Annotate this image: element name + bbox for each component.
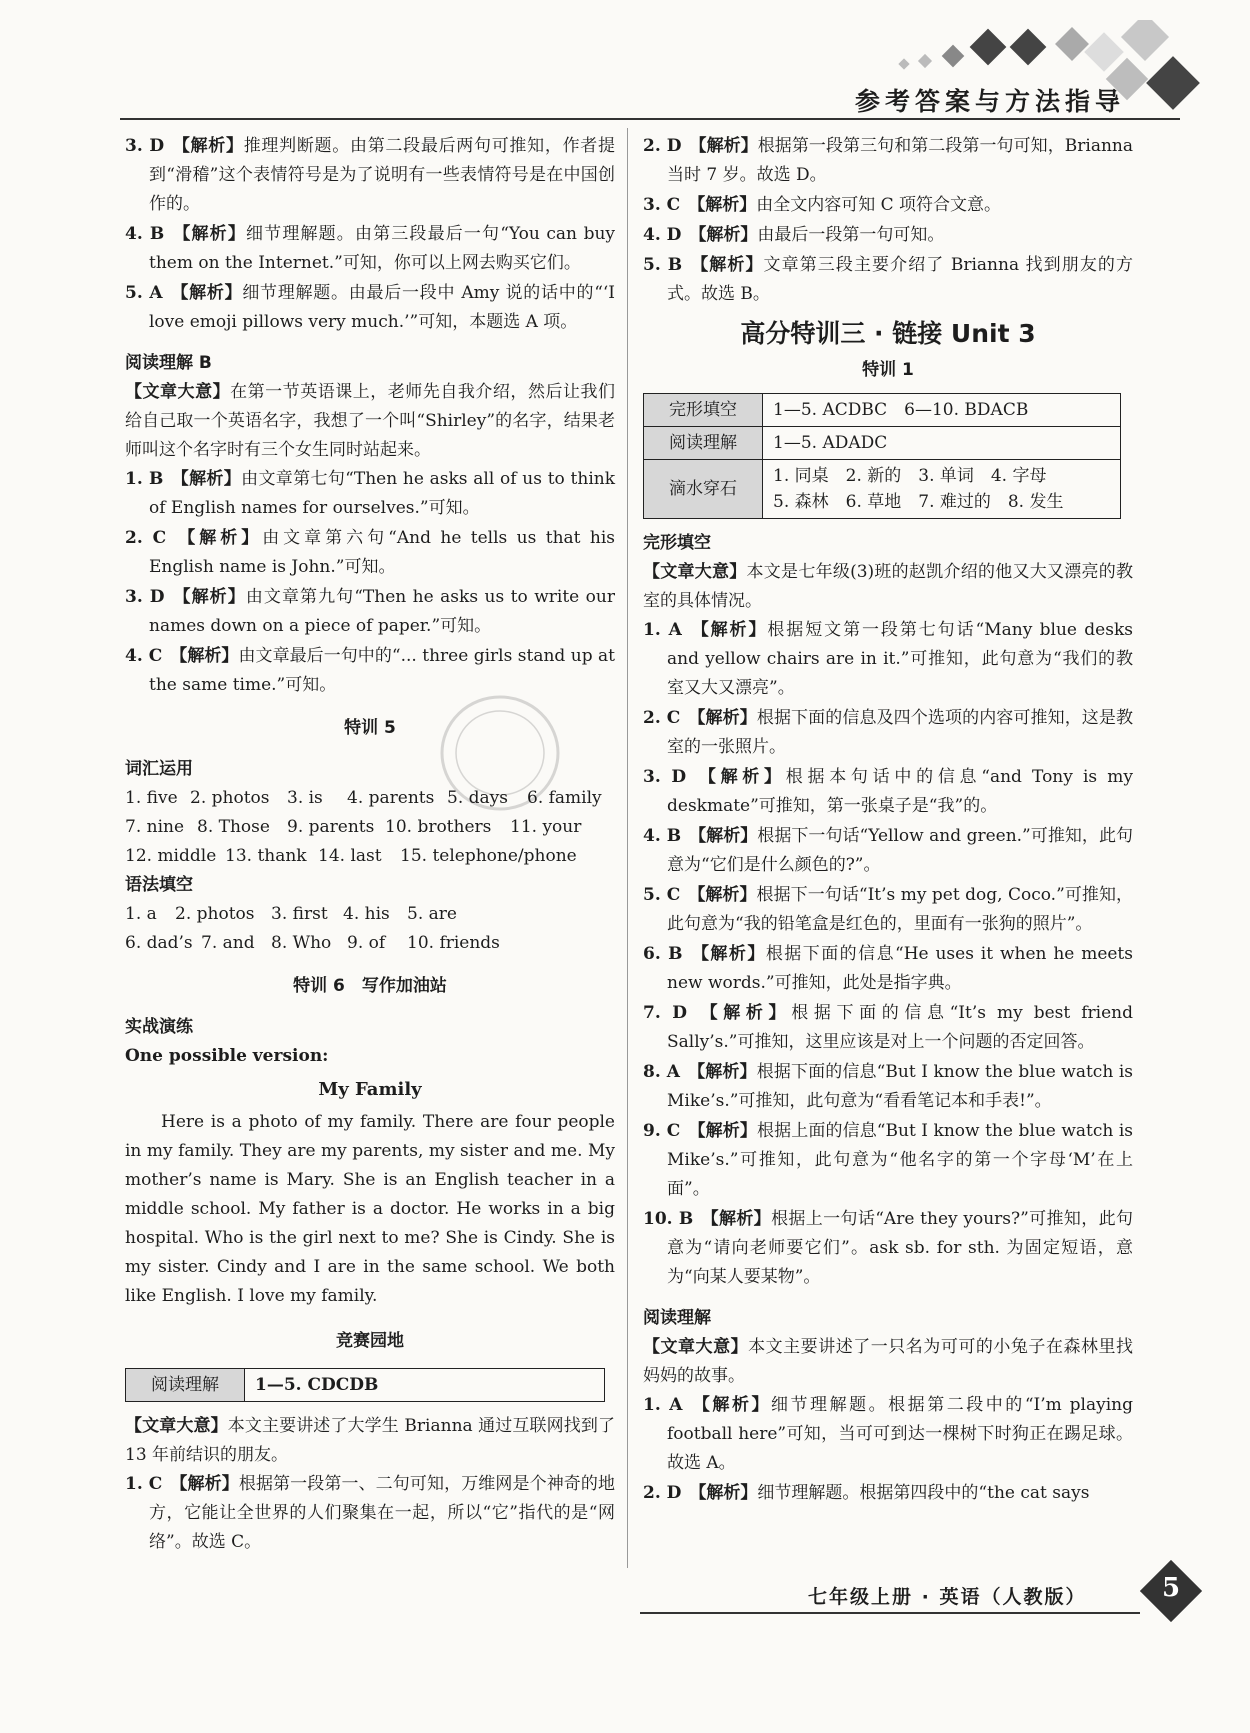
answer-item: 9. C 【解析】根据上面的信息“But I know the blue watch is Mike’s.”可推知，此句意为“他名字的第一个字母‘M’在上面”。 xyxy=(643,1121,1134,1199)
page-number-badge xyxy=(1140,1560,1202,1622)
contest-answer-table xyxy=(125,1368,605,1402)
table-label: 滴水穿石 xyxy=(644,460,763,519)
answer-item: 1. A 【解析】根据短文第一段第七句话“Many blue desks and yellow chairs are in it.”可推知，此句意为“我们的教室又大又漂亮”。 xyxy=(643,620,1133,698)
answer-item: 2. C 【解析】根据下面的信息及四个选项的内容可推知，这是教室的一张照片。 xyxy=(643,708,1134,757)
answer-item: 3. D 【解析】由文章第九句“Then he asks us to write our names down on a piece of paper.”可知。 xyxy=(125,587,615,636)
footer-rule xyxy=(640,1612,1140,1614)
answer-summary-table xyxy=(643,393,1121,519)
answer-item: 1. B 【解析】由文章第七句“Then he asks all of us to think of English names for ourselves.”可知。 xyxy=(125,469,616,518)
section-heading: 阅读理解 xyxy=(643,1308,711,1328)
unit-title: 高分特训三 · 链接 Unit 3 xyxy=(740,319,1036,348)
main-idea: 【文章大意】本文是七年级(3)班的赵凯介绍的他又大又漂亮的教室的具体情况。 xyxy=(643,562,1133,611)
answer-item: 3. C 【解析】由全文内容可知 C 项符合文意。 xyxy=(643,195,1002,215)
grammar-row: 1. a 2. photos 3. first 4. his 5. are xyxy=(125,904,457,924)
essay-title: My Family xyxy=(318,1079,422,1100)
answer-item: 1. A 【解析】细节理解题。根据第二段中的“I’m playing football here”可知，当可可到达一棵树下时狗正在踢足球。故选 A。 xyxy=(643,1395,1134,1473)
essay-body: Here is a photo of my family. There are four people in my family. They are my parents, my sister and me. My mother’s name is Mary. She is an English teacher in a middle school. My father is a doctor. He works in a big hospital. Who is the girl next to me? She is Cindy. She is my sister. Cindy and I are in the same school. We both like English. I love my family. xyxy=(125,1112,615,1306)
page-number: 5 xyxy=(1161,1573,1181,1603)
answer-item: 5. B 【解析】文章第三段主要介绍了 Brianna 找到朋友的方式。故选 B。 xyxy=(643,255,1133,304)
section-heading: 词汇运用 xyxy=(125,759,193,779)
answer-item: 4. B 【解析】根据下一句话“Yellow and green.”可推知，此句意为“它们是什么颜色的?”。 xyxy=(643,826,1133,875)
vocab-row: 1. five 2. photos 3. is 4. parents 5. days 6. family xyxy=(125,788,602,808)
answer-item: 2. C 【解析】由文章第六句“And he tells us that his English name is John.”可知。 xyxy=(125,528,615,577)
table-label: 阅读理解 xyxy=(644,427,763,460)
answer-item: 5. C 【解析】根据下一句话“It’s my pet dog, Coco.”可推知，此句意为“我的铅笔盒是红色的，里面有一张狗的照片”。 xyxy=(643,885,1133,934)
answer-item: 7. D 【解析】根据下面的信息“It’s my best friend Sally’s.”可推知，这里应该是对上一个问题的否定回答。 xyxy=(643,1003,1134,1052)
main-idea: 【文章大意】本文主要讲述了一只名为可可的小兔子在森林里找妈妈的故事。 xyxy=(643,1337,1134,1386)
column-divider xyxy=(627,128,628,1568)
table-label: 完形填空 xyxy=(644,394,763,427)
answer-item: 1. C 【解析】根据第一段第一、二句可知，万维网是个神奇的地方，它能让全世界的人们聚集在一起，所以“它”指代的是“网络”。故选 C。 xyxy=(125,1474,616,1552)
main-idea: 【文章大意】在第一节英语课上，老师先自我介绍，然后让我们给自己取一个英语名字，我想了一个叫“Shirley”的名字，结果老师叫这个名字时有三个女生同时站起来。 xyxy=(125,382,616,460)
section-heading: 实战演练 xyxy=(125,1017,193,1037)
grammar-row: 6. dad’s 7. and 8. Who 9. of 10. friends xyxy=(125,933,500,953)
answer-item: 2. D 【解析】根据第一段第三句和第二段第一句可知，Brianna 当时 7 岁。故选 D。 xyxy=(643,136,1133,185)
vocab-row: 12. middle 13. thank 14. last 15. telephone/phone xyxy=(125,846,577,866)
answer-item: 5. A 【解析】细节理解题。由最后一段中 Amy 说的话中的“‘I love emoji pillows very much.’”可知，本题选 A 项。 xyxy=(125,283,616,332)
answer-item: 4. B 【解析】细节理解题。由第三段最后一句“You can buy them on the Internet.”可知，你可以上网去购买它们。 xyxy=(125,224,616,273)
version-label: One possible version: xyxy=(125,1046,329,1066)
training-heading: 特训 1 xyxy=(862,360,914,380)
table-value: 1—5. ACDBC 6—10. BDACB xyxy=(763,394,1121,427)
table-value: 1—5. CDCDB xyxy=(245,1369,605,1402)
training-heading: 特训 5 xyxy=(344,718,396,738)
right-column xyxy=(643,132,1133,1509)
main-idea: 【文章大意】本文主要讲述了大学生 Brianna 通过互联网找到了 13 年前结识的朋友。 xyxy=(125,1416,616,1465)
answer-item: 8. A 【解析】根据下面的信息“But I know the blue watch is Mike’s.”可推知，此句意为“看看笔记本和手表!”。 xyxy=(643,1062,1133,1111)
header-title: 参考答案与方法指导 xyxy=(855,87,1126,116)
table-label: 阅读理解 xyxy=(126,1369,245,1402)
answer-item: 6. B 【解析】根据下面的信息“He uses it when he meets new words.”可推知，此处是指字典。 xyxy=(643,944,1133,993)
answer-item: 3. D 【解析】推理判断题。由第二段最后两句可推知，作者提到“滑稽”这个表情符号是为了说明有一些表情符号是在中国创作的。 xyxy=(125,136,615,214)
header-rule xyxy=(120,118,1180,120)
section-heading: 阅读理解 B xyxy=(125,353,212,373)
section-heading: 语法填空 xyxy=(125,875,193,895)
answer-item: 2. D 【解析】细节理解题。根据第四段中的“the cat says xyxy=(643,1483,1090,1503)
table-value: 1. 同桌 2. 新的 3. 单词 4. 字母 5. 森林 6. 草地 7. 难过的 8. 发生 xyxy=(763,460,1121,519)
left-column xyxy=(125,132,615,1558)
answer-item: 3. D 【解析】根据本句话中的信息“and Tony is my deskmate”可推知，第一张桌子是“我”的。 xyxy=(643,767,1134,816)
answer-item: 10. B 【解析】根据上一句话“Are they yours?”可推知，此句意为“请向老师要它们”。ask sb. for sth. 为固定短语，意为“向某人要某物”。 xyxy=(643,1209,1133,1287)
footer-book-title: 七年级上册 · 英语（人教版） xyxy=(808,1586,1087,1608)
vocab-row: 7. nine 8. Those 9. parents 10. brothers 11. your xyxy=(125,817,582,837)
answer-item: 4. C 【解析】由文章最后一句中的“... three girls stand up at the same time.”可知。 xyxy=(125,646,615,695)
section-heading: 完形填空 xyxy=(643,533,711,553)
training-heading: 特训 6 写作加油站 xyxy=(293,976,447,996)
table-value: 1—5. ADADC xyxy=(763,427,1121,460)
answer-item: 4. D 【解析】由最后一段第一句可知。 xyxy=(643,225,945,245)
contest-heading: 竞赛园地 xyxy=(336,1331,404,1351)
